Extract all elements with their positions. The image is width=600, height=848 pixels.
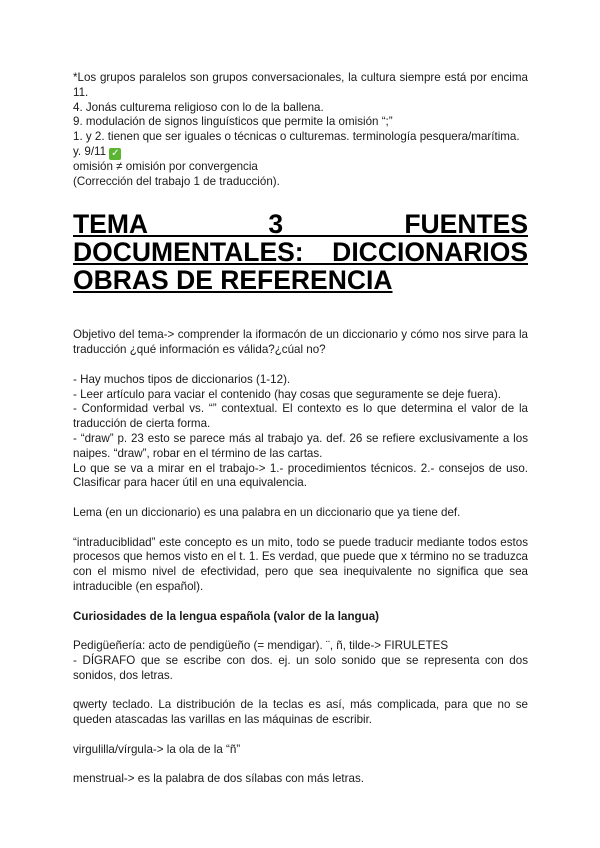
menstrual-line: menstrual-> es la palabra de dos sílabas con más letras. <box>73 772 364 786</box>
bullet-line: - Leer artículo para vaciar el contenido (hay cosas que seguramente se deje fuera). <box>73 387 501 401</box>
bullet-line: - Hay muchos tipos de diccionarios (1-12). <box>73 372 291 386</box>
intraducible-paragraph: “intraduciblidad” este concepto es un mito, todo se puede traducir mediante todos estos procesos que hemos visto en el t. 1. Es verdad, que puede que x término no se traduzca con el mismo nivel de efectividad, pero que sea inequivalente no significa que sea intraducible (en español). <box>73 535 529 593</box>
title-line: OBRAS DE REFERENCIA <box>73 264 393 295</box>
title-line: TEMA 3 FUENTES <box>73 208 528 239</box>
qwerty-paragraph: qwerty teclado. La distribución de la teclas es así, más complicada, para que no se queden atascadas las varillas en las máquinas de escribir. <box>73 698 528 727</box>
note-line: 9. modulación de signos linguísticos que permite la omisión “;” <box>73 115 393 129</box>
digrafo-line: - DÍGRAFO que se escribe con dos. ej. un solo sonido que se representa con dos sonidos, dos letras. <box>73 653 528 682</box>
pedigueneria-line: Pedigüeñería: acto de pendigüeño (= mendigar). ¨, ñ, tilde-> FIRULETES <box>73 639 449 653</box>
virgulilla-line: virgulilla/vírgula-> la ola de la “ñ” <box>73 742 241 756</box>
section-title <box>73 210 528 294</box>
note-line: 1. y 2. tienen que ser iguales o técnicas o culturemas. terminología pesquera/marítima. <box>73 130 520 144</box>
bullet-line: - Conformidad verbal vs. “” contextual. El contexto es lo que determina el valor de la traducción de cierta forma. <box>73 402 528 431</box>
curiosidades-heading: Curiosidades de la lengua española (valor de la langua) <box>73 609 380 623</box>
objective-paragraph: Objetivo del tema-> comprender la iformacón de un diccionario y cómo nos sirve para la traducción ¿qué información es válida?¿cúal no? <box>73 328 528 357</box>
bullet-line: Lo que se va a mirar en el trabajo-> 1.- procedimientos técnicos. 2.- consejos de uso. Clasificar para hacer útil en una equivalencia. <box>73 461 528 490</box>
check-mark-icon: ✓ <box>111 147 120 159</box>
note-line: omisión ≠ omisión por convergencia <box>73 159 258 173</box>
document-page <box>73 71 528 787</box>
lema-paragraph: Lema (en un diccionario) es una palabra en un diccionario que ya tiene def. <box>73 505 461 519</box>
note-line: *Los grupos paralelos son grupos conversacionales, la cultura siempre está por encima 11. <box>73 71 528 99</box>
bullet-line: - “draw” p. 23 esto se parece más al trabajo ya. def. 26 se refiere exclusivamente a los naipes. “draw”, robar en el término de las cartas. <box>73 431 528 460</box>
note-line: 4. Jonás culturema religioso con lo de la ballena. <box>73 100 324 114</box>
note-line: (Corrección del trabajo 1 de traducción). <box>73 174 280 188</box>
note-line-with-check <box>73 145 528 160</box>
note-line: y. 9/11 <box>73 144 107 158</box>
title-line: DOCUMENTALES: DICCIONARIOS <box>73 236 528 267</box>
